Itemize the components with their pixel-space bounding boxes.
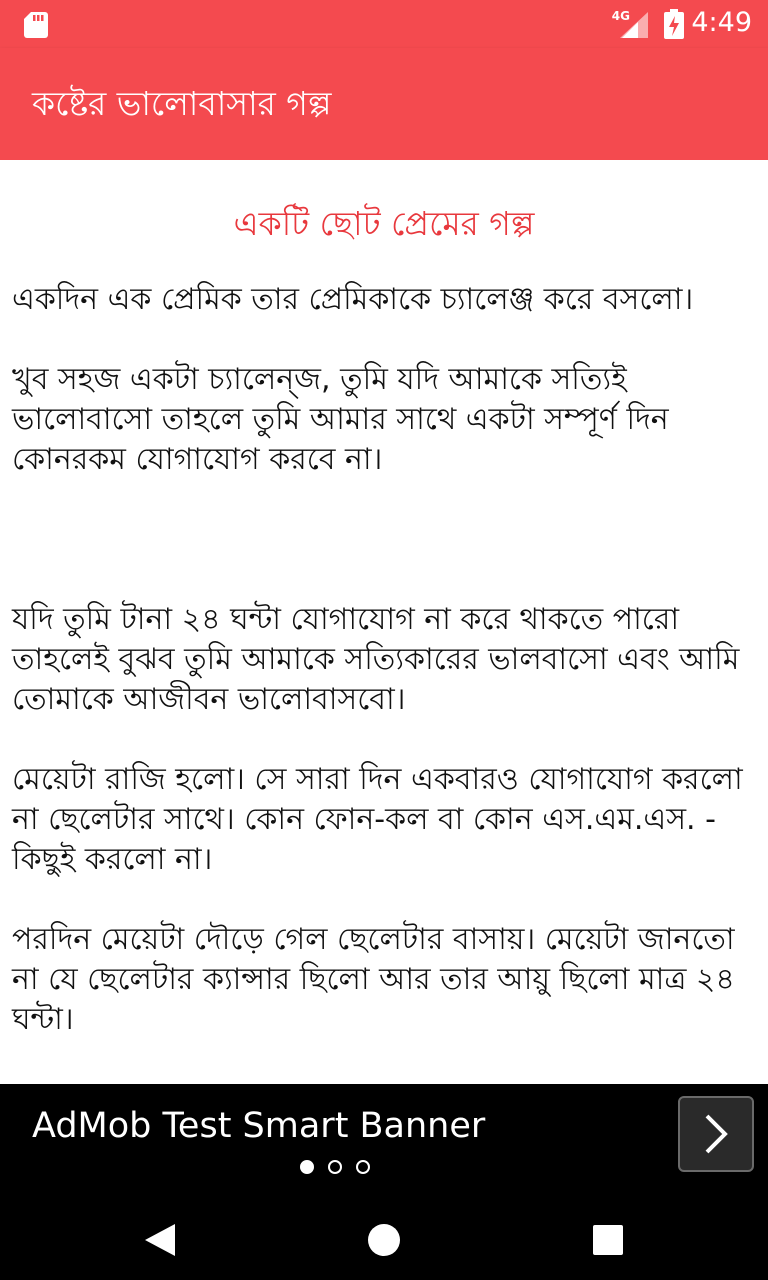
story-content[interactable] — [0, 160, 768, 1072]
ad-banner-text[interactable]: AdMob Test Smart Banner — [32, 1106, 486, 1146]
ad-next-button[interactable] — [678, 1096, 754, 1172]
status-bar — [0, 0, 768, 48]
story-paragraph: মেয়েটা রাজি হলো। সে সারা দিন একবারও যোগাযোগ করলো না ছেলেটার সাথে। কোন ফোন-কল বা কোন এস.এম.এস. - কিছুই করলো না। — [12, 762, 743, 877]
recents-icon — [592, 1224, 624, 1256]
navigation-bar — [0, 1200, 768, 1280]
app-bar — [0, 48, 768, 160]
signal-icon — [620, 12, 648, 38]
story-paragraph: যদি তুমি টানা ২৪ ঘন্টা যোগাযোগ না করে থাকতে পারো তাহলেই বুঝব তুমি আমাকে সত্যিকারের ভালবাসো এবং আমি তোমাকে আজীবন ভালোবাসবো। — [12, 602, 740, 717]
network-type-label: 4G — [611, 9, 630, 23]
clock: 4:49 — [691, 7, 752, 38]
story-title: একটি ছোট প্রেমের গল্প — [233, 204, 535, 243]
story-paragraph: খুব সহজ একটা চ্যালেন্জ, তুমি যদি আমাকে সত্যিই ভালোবাসো তাহলে তুমি আমার সাথে একটা সম্পূর্ণ দিন কোনরকম যোগাযোগ করবে না। — [12, 362, 669, 477]
battery-charging-icon — [664, 9, 684, 39]
page-dot — [356, 1160, 370, 1174]
sd-card-icon — [24, 12, 48, 38]
back-button[interactable] — [134, 1214, 186, 1266]
back-icon — [143, 1222, 177, 1258]
ad-page-indicator — [300, 1160, 370, 1174]
page-dot-active — [300, 1160, 314, 1174]
recents-button[interactable] — [582, 1214, 634, 1266]
app-title: কষ্টের ভালোবাসার গল্প — [32, 84, 332, 123]
page-dot — [328, 1160, 342, 1174]
chevron-right-icon — [701, 1112, 731, 1156]
ad-banner[interactable] — [0, 1084, 768, 1200]
story-paragraph: পরদিন মেয়েটা দৌড়ে গেল ছেলেটার বাসায়। মেয়েটা জানতো না যে ছেলেটার ক্যান্সার ছিলো আর তার আয়ু ছিলো মাত্র ২৪ ঘন্টা। — [12, 922, 735, 1037]
story-paragraph: একদিন এক প্রেমিক তার প্রেমিকাকে চ্যালেঞ্জ করে বসলো। — [12, 282, 694, 317]
story-body — [12, 280, 756, 1040]
home-button[interactable] — [358, 1214, 410, 1266]
home-icon — [366, 1222, 402, 1258]
